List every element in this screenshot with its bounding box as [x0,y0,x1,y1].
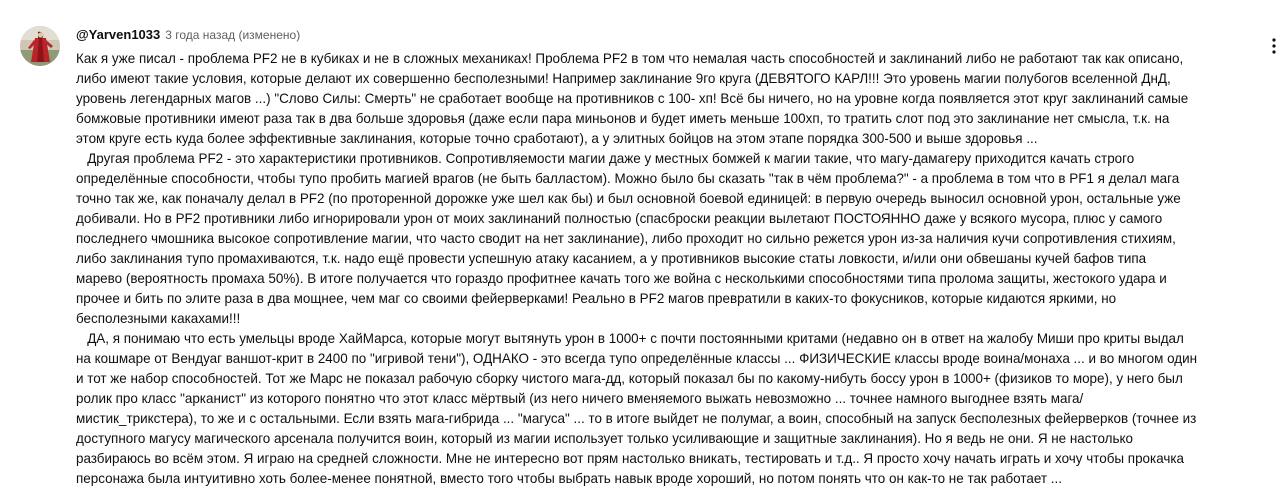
author-name[interactable]: @Yarven1033 [76,27,161,42]
comment-text-line: бомжовые противники имеют раза так в два больше здоровья (даже если пара миньонов и будет иметь меньше 100хп, то тратить слот под это заклинание нет смысла, т.к. на [76,111,1170,126]
comment-text-line: последнего чмошника высокое сопротивление магии, что часто сводит на нет заклинание), либо проходит но сильно режется урон из-за наличия кучи сопротивления стихиям, [76,231,1176,246]
comment-text-line: прочее и бить по элите раза в два мощнее, чем маг со своими фейерверками! Реально в PF2 магов превратили в каких-то фокусников, которые кидаются яркими, но [76,291,1117,306]
more-vertical-icon [1272,38,1276,54]
comment-text-line: мистик_трикстера), то же и с остальными. Если взять мага-гибрида ... "магуса" ... то в итоге выйдет не полумаг, а воин, способный на запуск бесполезных фейерверков (точнее из [76,411,1197,426]
comment-text-line: определённые способности, чтобы тупо пробить магией врагов (не быть балластом). Можно было бы сказать "так в чём проблема?" - а проблема в том что в PF1 я делал мага [76,171,1180,186]
avatar[interactable] [20,26,60,66]
comment-text-line: либо заклинания тупо промахиваются, т.к. надо ещё провести успешную атаку касанием, а у противников высокие статы ловкости, и/или они обвешаны кучей бафов типа [76,251,1147,266]
comment-text-line: этом круге есть куда более эффективные заклинания, которые точно сработают), а у элитных бойцов на этом этапе порядка 300-500 и выше здоровья ... [76,131,1038,146]
comment-header [76,27,300,45]
comment-text-line: либо имеют такие условия, которые делают их совершенно бесполезными! Например заклинание 9го круга (ДЕВЯТОГО КАРЛ!!! Это уровень магии полубогов вселенной ДнД, [76,71,1171,86]
comment-text-line: марево (вероятность промаха 50%). В итоге получается что гораздо профитнее качать того же война с несколькими способностями типа пролома защиты, жестокого удара и [76,271,1167,286]
comment-text-line: доступного магусу магического арсенала получится воин, который из магии использует только усиливающие и защитные заклинания). Но я ведь не они. Я не настолько [76,431,1134,446]
comment-text-line: и тот же набор способностей. Тот же Марс не показал рабочую сборку чистого мага-дд, который показал бы по какому-нибуть боссу урон в 1000+ (физиков то море), у него был [76,371,1183,386]
comment-text-line: уровень легендарных магов ...) "Слово Силы: Смерть" не сработает вообще на противников с 100- хп! Всё бы ничего, но на уровне когда появляется этот круг заклинаний самые [76,91,1189,106]
comment-text-line: точно так же, как поначалу делал в PF2 (по проторенной дорожке уже шел как бы) и был основной боевой единицей: в первую очередь выносил основной урон, остальные уже [76,191,1181,206]
comment-text-line: Как я уже писал - проблема PF2 не в кубиках и не в сложных механиках! Проблема PF2 в том что немалая часть способностей и заклинаний либо не работают так как описано, [76,51,1184,66]
comment-timestamp[interactable]: 3 года назад (изменено) [165,28,301,42]
user-avatar-icon [20,26,60,66]
comment-text-line: ролик про класс "арканист" из которого понятно что этот класс мёртвый (из него ничего вменяемого выжать невозможно ... точнее намного выгоднее взять мага/ [76,391,1084,406]
comment-body [76,49,1260,489]
comment-text-line: добивали. Но в PF2 противники либо игнорировали урон от моих заклинаний полностью (спасброски реакции вылетают ПОСТОЯННО даже у всякого мусора, плюс у самого [76,211,1163,226]
comment-menu-button[interactable] [1266,32,1282,60]
comment-text-line: разбираюсь во всём этом. Я играю на средней сложности. Мне не интересно вот прям настолько вникать, тестировать и т.д.. Я просто хочу начать играть и хочу чтобы прокачка [76,451,1185,466]
comment-text-line: на кошмаре от Вендуаг ваншот-крит в 2400 по "игривой тени"), ОДНАКО - это всегда тупо определённые классы ... ФИЗИЧЕСКИЕ классы вроде воина/монаха ... и во многом один [76,351,1198,366]
comment-text-line: персонажа была интуитивно хоть более-менее понятной, вместо того чтобы выбрать навык вроде хороший, но потом понять что он как-то не так работает ... [76,471,1062,486]
comment-text-line: бесполезными какахами!!! [76,311,241,326]
comment-text-line: Другая проблема PF2 - это характеристики противников. Сопротивляемости магии даже у местных бомжей к магии такие, что магу-дамагеру приходится качать строго [76,151,1135,166]
comment-text-line: ДА, я понимаю что есть умельцы вроде ХайМарса, которые могут вытянуть урон в 1000+ с почти постоянными критами (недавно он в ответ на жалобу Миши про криты выдал [76,331,1184,346]
